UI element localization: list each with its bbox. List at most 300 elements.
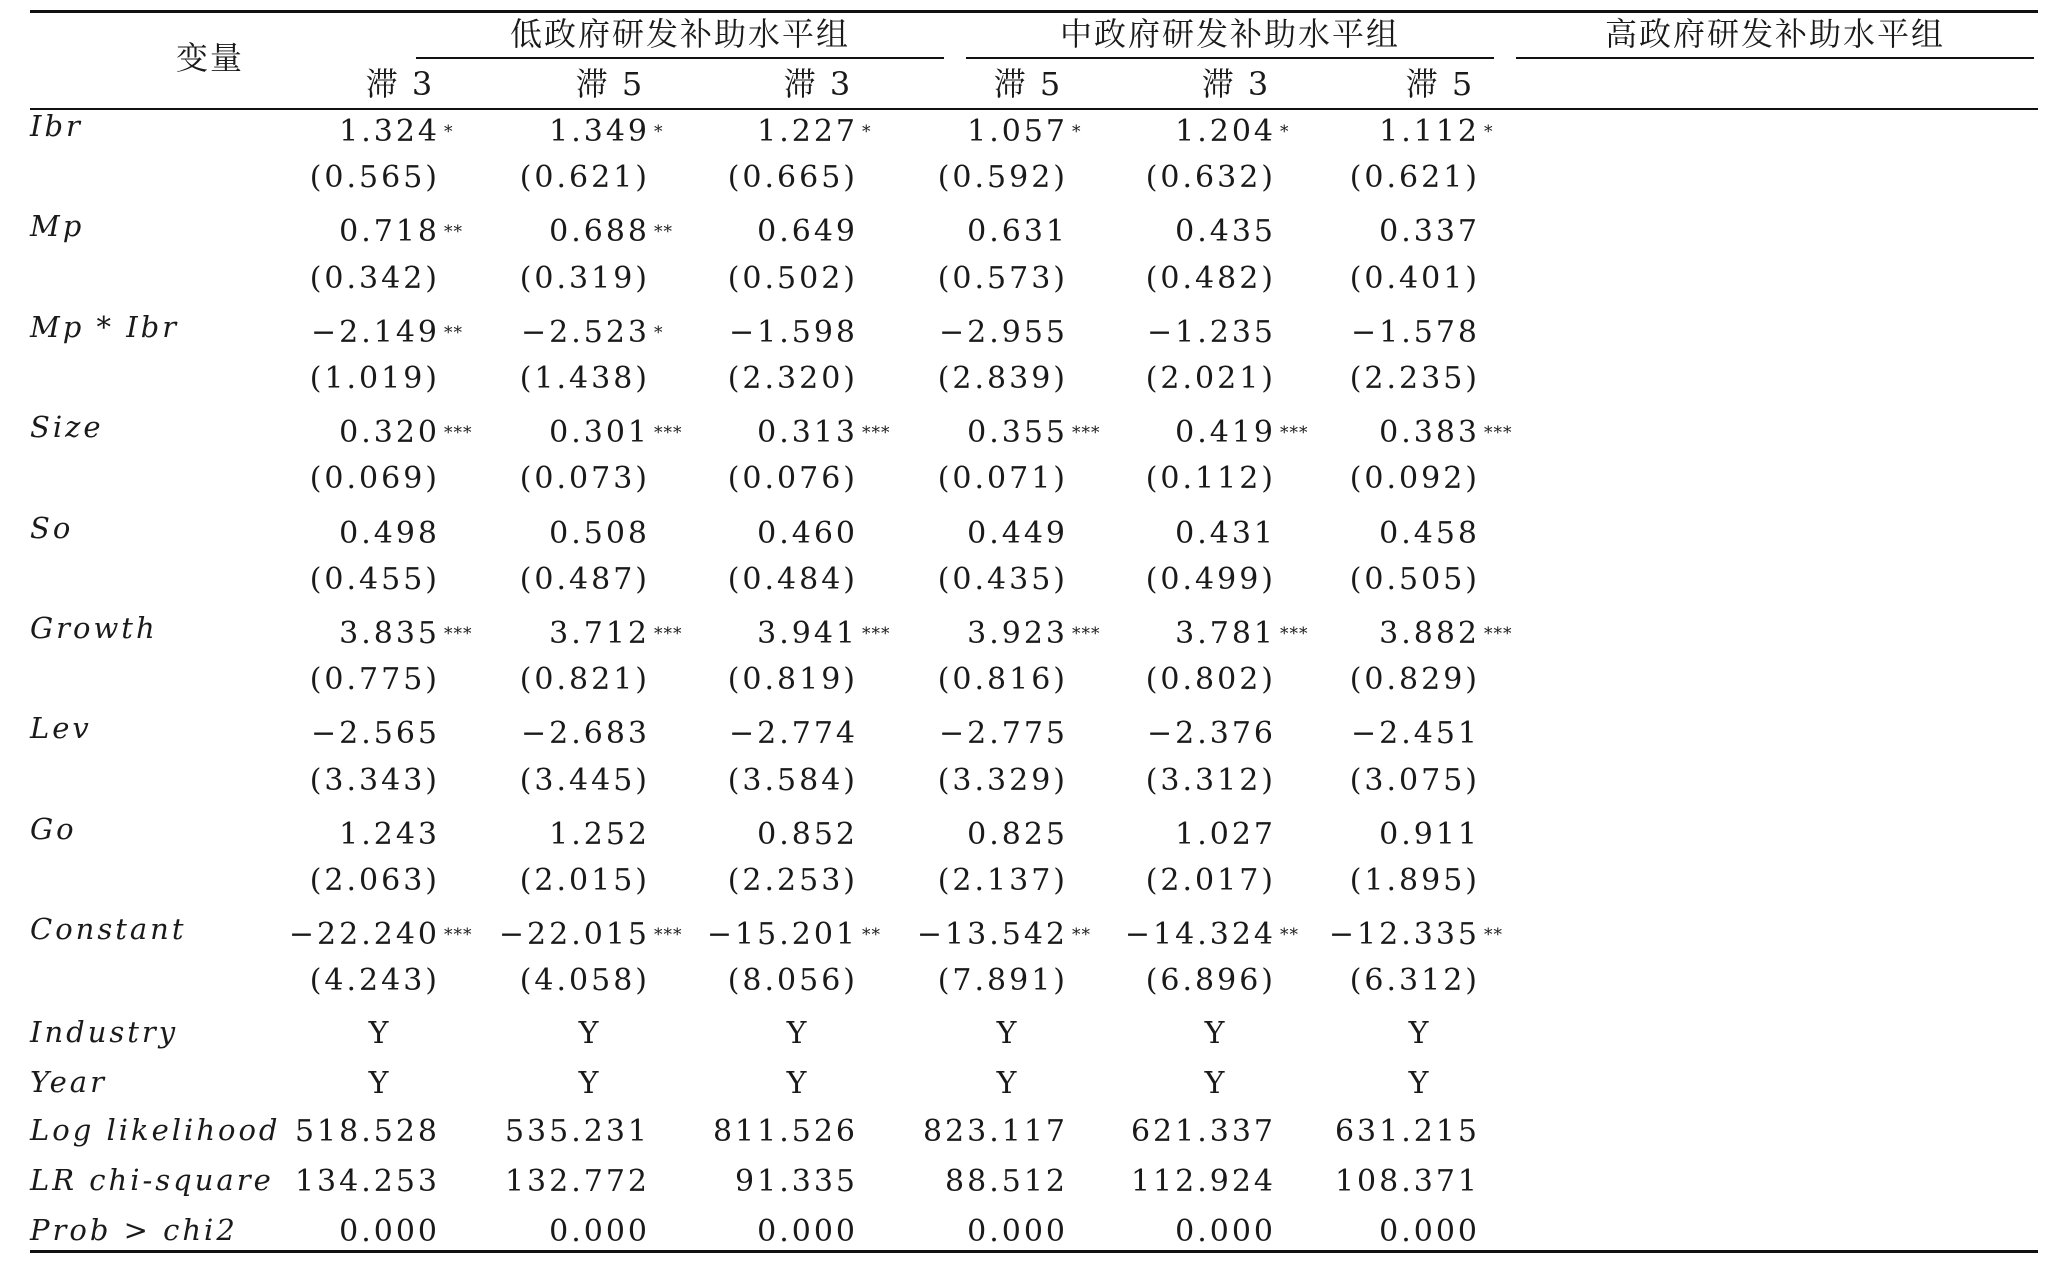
cell-value: 0.649 xyxy=(757,214,858,250)
statistic-cell xyxy=(868,1212,1068,1252)
cell-value: 0.718 xyxy=(339,214,440,250)
cell-value: (0.499) xyxy=(1145,561,1276,597)
cell-value: 1.324 xyxy=(339,114,440,149)
std-error-cell xyxy=(868,259,1068,299)
significance-stars: *** xyxy=(444,925,473,946)
column-subheader: 滞 5 xyxy=(993,65,1063,103)
cell-value: (0.482) xyxy=(1145,260,1276,296)
control-indicator: Y xyxy=(996,1065,1020,1101)
std-error-cell xyxy=(1280,961,1480,1001)
cell-value: 1.349 xyxy=(549,114,650,149)
cell-value: 1.252 xyxy=(549,816,650,852)
significance-stars: * xyxy=(654,322,664,343)
column-header-variable: 变量 xyxy=(175,39,244,77)
cell-value: (0.775) xyxy=(309,662,440,698)
cell-value: (0.621) xyxy=(1349,160,1480,196)
coefficient-cell xyxy=(658,313,858,353)
significance-stars: * xyxy=(1484,122,1494,142)
std-error-cell xyxy=(868,861,1068,901)
cell-value: (0.073) xyxy=(519,461,650,497)
coefficient-cell xyxy=(1280,815,1480,855)
column-group-header: 中政府研发补助水平组 xyxy=(1059,15,1400,53)
significance-stars: *** xyxy=(1280,624,1309,644)
cell-value: 0.419 xyxy=(1175,415,1276,451)
cell-value: (3.312) xyxy=(1145,762,1276,798)
cell-value: 0.688 xyxy=(549,214,650,250)
std-error-cell xyxy=(450,560,650,600)
statistic-cell xyxy=(1280,1212,1480,1252)
cell-value: 0.460 xyxy=(757,515,858,551)
cell-value: (0.342) xyxy=(309,260,440,296)
significance-stars: * xyxy=(1280,122,1290,142)
cell-value: 0.337 xyxy=(1379,214,1480,250)
statistic-cell xyxy=(450,1162,650,1202)
std-error-cell xyxy=(240,861,440,901)
coefficient-cell xyxy=(450,413,683,453)
significance-stars: ** xyxy=(444,222,463,243)
cell-value: 535.231 xyxy=(504,1114,650,1149)
cell-value: −2.565 xyxy=(310,716,440,752)
cell-value: (6.312) xyxy=(1349,963,1480,999)
significance-stars: *** xyxy=(444,423,473,444)
cell-value: (2.320) xyxy=(727,361,858,396)
column-subheader: 滞 3 xyxy=(1201,65,1271,103)
statistic-cell xyxy=(450,1212,650,1252)
significance-stars: *** xyxy=(862,624,891,644)
cell-value: 823.117 xyxy=(922,1114,1068,1149)
control-indicator: Y xyxy=(1408,1015,1432,1051)
statistic-name: Log likelihood xyxy=(30,1113,281,1147)
significance-stars: * xyxy=(654,122,664,142)
column-subheader: 滞 5 xyxy=(1405,65,1475,103)
std-error-cell xyxy=(1280,861,1480,901)
cell-value: −13.542 xyxy=(916,917,1068,953)
significance-stars: *** xyxy=(654,624,683,644)
std-error-cell xyxy=(1076,158,1276,198)
cell-value: −22.240 xyxy=(288,917,440,953)
cell-value: (2.253) xyxy=(727,863,858,898)
cell-value: 132.772 xyxy=(504,1164,650,1200)
cell-value: 0.383 xyxy=(1379,415,1480,451)
coefficient-cell xyxy=(1076,915,1299,955)
cell-value: (2.021) xyxy=(1145,361,1276,396)
std-error-cell xyxy=(240,660,440,700)
cell-value: (0.565) xyxy=(309,160,440,196)
std-error-cell xyxy=(1076,359,1276,399)
std-error-cell xyxy=(658,861,858,901)
std-error-cell xyxy=(1280,259,1480,299)
cell-value: 0.498 xyxy=(339,515,440,551)
std-error-cell xyxy=(1280,359,1480,399)
group-underline xyxy=(966,57,1494,59)
significance-stars: * xyxy=(862,122,872,142)
cell-value: (1.895) xyxy=(1349,863,1480,898)
cell-value: (7.891) xyxy=(937,963,1068,999)
coefficient-cell xyxy=(450,313,664,353)
group-underline xyxy=(416,57,944,59)
cell-value: (0.319) xyxy=(519,260,650,296)
cell-value: 0.911 xyxy=(1379,816,1480,852)
statistic-cell xyxy=(240,1112,440,1152)
control-indicator: Y xyxy=(368,1015,392,1051)
significance-stars: ** xyxy=(444,322,463,343)
std-error-cell xyxy=(1280,560,1480,600)
cell-value: 0.435 xyxy=(1175,214,1276,250)
cell-value: (0.401) xyxy=(1349,260,1480,296)
cell-value: 0.320 xyxy=(339,415,440,451)
coefficient-cell xyxy=(240,413,473,453)
std-error-cell xyxy=(1280,459,1480,499)
cell-value: 3.923 xyxy=(967,616,1068,651)
std-error-cell xyxy=(658,158,858,198)
cell-value: (2.063) xyxy=(309,863,440,898)
cell-value: (0.502) xyxy=(727,260,858,296)
column-group-header: 低政府研发补助水平组 xyxy=(509,15,850,53)
coefficient-cell xyxy=(868,413,1101,453)
control-indicator: Y xyxy=(996,1015,1020,1051)
cell-value: 112.924 xyxy=(1130,1164,1276,1200)
column-subheader: 滞 3 xyxy=(783,65,853,103)
coefficient-cell xyxy=(658,212,858,252)
coefficient-cell xyxy=(240,313,463,353)
coefficient-cell xyxy=(1280,413,1513,453)
coefficient-cell xyxy=(1076,614,1309,654)
cell-value: 811.526 xyxy=(712,1114,858,1149)
variable-name: Mp xyxy=(30,209,85,244)
cell-value: −2.774 xyxy=(728,716,858,752)
std-error-cell xyxy=(1076,761,1276,801)
std-error-cell xyxy=(868,761,1068,801)
coefficient-cell xyxy=(1076,112,1290,152)
significance-stars: ** xyxy=(862,925,881,946)
variable-name: Go xyxy=(30,811,77,846)
cell-value: (0.592) xyxy=(937,160,1068,196)
std-error-cell xyxy=(240,560,440,600)
cell-value: 0.000 xyxy=(549,1214,650,1250)
cell-value: −22.015 xyxy=(498,917,650,953)
statistic-cell xyxy=(1280,1112,1480,1152)
std-error-cell xyxy=(450,259,650,299)
std-error-cell xyxy=(1076,560,1276,600)
cell-value: (0.819) xyxy=(727,662,858,698)
cell-value: 1.204 xyxy=(1175,114,1276,149)
coefficient-cell xyxy=(1280,112,1494,152)
control-indicator: Y xyxy=(578,1015,602,1051)
statistic-cell xyxy=(868,1162,1068,1202)
cell-value: (1.019) xyxy=(309,361,440,396)
std-error-cell xyxy=(240,359,440,399)
cell-value: −2.683 xyxy=(520,716,650,752)
std-error-cell xyxy=(1280,660,1480,700)
control-name: Year xyxy=(30,1064,107,1099)
coefficient-cell xyxy=(658,815,858,855)
cell-value: 3.835 xyxy=(339,616,440,651)
cell-value: −2.523 xyxy=(520,314,650,350)
coefficient-cell xyxy=(240,815,440,855)
cell-value: (2.137) xyxy=(937,863,1068,898)
coefficient-cell xyxy=(658,413,891,453)
significance-stars: *** xyxy=(1072,423,1101,444)
std-error-cell xyxy=(868,158,1068,198)
statistic-cell xyxy=(450,1112,650,1152)
coefficient-cell xyxy=(1280,212,1480,252)
std-error-cell xyxy=(1076,861,1276,901)
cell-value: (8.056) xyxy=(727,963,858,999)
cell-value: (0.829) xyxy=(1349,662,1480,698)
significance-stars: ** xyxy=(1484,925,1503,946)
cell-value: 108.371 xyxy=(1334,1164,1480,1200)
statistic-cell xyxy=(658,1162,858,1202)
significance-stars: ** xyxy=(1072,925,1091,946)
variable-name: So xyxy=(30,510,74,545)
cell-value: (0.435) xyxy=(937,561,1068,597)
coefficient-cell xyxy=(1076,413,1309,453)
cell-value: −2.149 xyxy=(310,314,440,350)
cell-value: (2.015) xyxy=(519,863,650,898)
cell-value: (0.816) xyxy=(937,662,1068,698)
significance-stars: *** xyxy=(1072,624,1101,644)
variable-name: Constant xyxy=(30,912,187,947)
coefficient-cell xyxy=(240,714,440,754)
std-error-cell xyxy=(1076,259,1276,299)
statistic-cell xyxy=(1076,1212,1276,1252)
coefficient-cell xyxy=(450,915,683,955)
std-error-cell xyxy=(868,359,1068,399)
cell-value: (0.112) xyxy=(1145,461,1276,497)
coefficient-cell xyxy=(868,614,1101,654)
cell-value: 0.355 xyxy=(967,415,1068,451)
std-error-cell xyxy=(1076,459,1276,499)
statistic-cell xyxy=(1076,1112,1276,1152)
std-error-cell xyxy=(1280,158,1480,198)
variable-name: Growth xyxy=(30,611,158,645)
std-error-cell xyxy=(450,961,650,1001)
coefficient-cell xyxy=(1076,313,1276,353)
column-group-header: 高政府研发补助水平组 xyxy=(1604,15,1945,53)
std-error-cell xyxy=(658,961,858,1001)
control-indicator: Y xyxy=(786,1065,810,1101)
coefficient-cell xyxy=(1076,815,1276,855)
cell-value: 0.000 xyxy=(757,1214,858,1250)
std-error-cell xyxy=(240,761,440,801)
significance-stars: * xyxy=(444,122,454,142)
std-error-cell xyxy=(240,158,440,198)
cell-value: 621.337 xyxy=(1130,1114,1276,1149)
coefficient-cell xyxy=(658,915,881,955)
cell-value: 0.000 xyxy=(339,1214,440,1250)
coefficient-cell xyxy=(658,112,872,152)
control-indicator: Y xyxy=(786,1015,810,1051)
coefficient-cell xyxy=(1280,714,1480,754)
coefficient-cell xyxy=(1280,614,1513,654)
cell-value: (0.821) xyxy=(519,662,650,698)
cell-value: 518.528 xyxy=(294,1114,440,1149)
statistic-cell xyxy=(658,1212,858,1252)
cell-value: (1.438) xyxy=(519,361,650,396)
coefficient-cell xyxy=(450,815,650,855)
cell-value: 3.941 xyxy=(757,616,858,651)
coefficient-cell xyxy=(868,514,1068,554)
coefficient-cell xyxy=(868,212,1068,252)
std-error-cell xyxy=(450,459,650,499)
cell-value: (6.896) xyxy=(1145,963,1276,999)
cell-value: −2.775 xyxy=(938,716,1068,752)
coefficient-cell xyxy=(868,112,1082,152)
cell-value: 0.000 xyxy=(1175,1214,1276,1250)
cell-value: −15.201 xyxy=(706,917,858,953)
table-top-rule xyxy=(30,10,2038,13)
significance-stars: * xyxy=(1072,122,1082,142)
coefficient-cell xyxy=(658,514,858,554)
coefficient-cell xyxy=(1076,212,1276,252)
std-error-cell xyxy=(240,459,440,499)
cell-value: (0.071) xyxy=(937,461,1068,497)
std-error-cell xyxy=(240,961,440,1001)
std-error-cell xyxy=(658,761,858,801)
cell-value: (2.235) xyxy=(1349,361,1480,396)
cell-value: (3.445) xyxy=(519,762,650,798)
cell-value: 1.057 xyxy=(967,114,1068,149)
coefficient-cell xyxy=(1280,915,1503,955)
cell-value: (0.487) xyxy=(519,561,650,597)
cell-value: (4.058) xyxy=(519,963,650,999)
coefficient-cell xyxy=(658,614,891,654)
control-indicator: Y xyxy=(578,1065,602,1101)
coefficient-cell xyxy=(868,714,1068,754)
cell-value: (3.329) xyxy=(937,762,1068,798)
cell-value: (4.243) xyxy=(309,963,440,999)
cell-value: 0.000 xyxy=(967,1214,1068,1250)
cell-value: 0.825 xyxy=(967,816,1068,852)
coefficient-cell xyxy=(868,915,1091,955)
cell-value: 631.215 xyxy=(1334,1114,1480,1149)
statistic-cell xyxy=(240,1212,440,1252)
std-error-cell xyxy=(658,359,858,399)
cell-value: 0.852 xyxy=(757,816,858,852)
std-error-cell xyxy=(450,158,650,198)
cell-value: (0.092) xyxy=(1349,461,1480,497)
std-error-cell xyxy=(1076,961,1276,1001)
cell-value: (0.076) xyxy=(727,461,858,497)
coefficient-cell xyxy=(1076,514,1276,554)
significance-stars: ** xyxy=(654,222,673,243)
std-error-cell xyxy=(868,961,1068,1001)
coefficient-cell xyxy=(240,112,454,152)
cell-value: −2.451 xyxy=(1350,716,1480,752)
cell-value: (0.573) xyxy=(937,260,1068,296)
cell-value: 91.335 xyxy=(735,1164,858,1200)
cell-value: 134.253 xyxy=(294,1164,440,1200)
statistic-cell xyxy=(658,1112,858,1152)
coefficient-cell xyxy=(658,714,858,754)
coefficient-cell xyxy=(868,313,1068,353)
std-error-cell xyxy=(450,761,650,801)
statistic-cell xyxy=(240,1162,440,1202)
cell-value: (0.802) xyxy=(1145,662,1276,698)
cell-value: 0.508 xyxy=(549,515,650,551)
control-indicator: Y xyxy=(1204,1065,1228,1101)
std-error-cell xyxy=(658,560,858,600)
cell-value: (0.632) xyxy=(1145,160,1276,196)
variable-name: Mp * Ibr xyxy=(30,309,180,344)
cell-value: (0.665) xyxy=(727,160,858,196)
group-underline xyxy=(1516,57,2034,59)
std-error-cell xyxy=(658,259,858,299)
significance-stars: *** xyxy=(654,423,683,444)
cell-value: 0.431 xyxy=(1175,515,1276,551)
control-name: Industry xyxy=(30,1014,179,1049)
std-error-cell xyxy=(868,459,1068,499)
control-indicator: Y xyxy=(1408,1065,1432,1101)
cell-value: 3.882 xyxy=(1379,616,1480,651)
cell-value: −2.955 xyxy=(938,314,1068,350)
cell-value: 0.000 xyxy=(1379,1214,1480,1250)
cell-value: (2.839) xyxy=(937,361,1068,396)
cell-value: 3.781 xyxy=(1175,616,1276,651)
variable-name: Ibr xyxy=(30,109,83,143)
cell-value: 1.112 xyxy=(1379,114,1480,149)
std-error-cell xyxy=(658,459,858,499)
cell-value: (0.455) xyxy=(309,561,440,597)
significance-stars: *** xyxy=(1484,423,1513,444)
cell-value: 1.227 xyxy=(757,114,858,149)
std-error-cell xyxy=(450,861,650,901)
statistic-cell xyxy=(868,1112,1068,1152)
coefficient-cell xyxy=(1280,313,1480,353)
cell-value: −2.376 xyxy=(1146,716,1276,752)
coefficient-cell xyxy=(450,212,673,252)
regression-table xyxy=(30,6,2038,1258)
significance-stars: *** xyxy=(862,423,891,444)
significance-stars: *** xyxy=(654,925,683,946)
significance-stars: *** xyxy=(444,624,473,644)
cell-value: −1.235 xyxy=(1146,314,1276,350)
statistic-name: Prob > chi2 xyxy=(30,1213,238,1248)
variable-name: Lev xyxy=(30,711,92,746)
cell-value: 1.027 xyxy=(1175,816,1276,852)
cell-value: (0.621) xyxy=(519,160,650,196)
coefficient-cell xyxy=(450,714,650,754)
std-error-cell xyxy=(658,660,858,700)
std-error-cell xyxy=(1280,761,1480,801)
header-bottom-rule xyxy=(30,108,2038,110)
std-error-cell xyxy=(1076,660,1276,700)
coefficient-cell xyxy=(450,614,683,654)
coefficient-cell xyxy=(240,514,440,554)
column-subheader: 滞 3 xyxy=(365,65,435,103)
std-error-cell xyxy=(868,560,1068,600)
statistic-cell xyxy=(1280,1162,1480,1202)
std-error-cell xyxy=(450,359,650,399)
cell-value: −12.335 xyxy=(1328,917,1480,953)
cell-value: (3.343) xyxy=(309,762,440,798)
control-indicator: Y xyxy=(368,1065,392,1101)
cell-value: −14.324 xyxy=(1124,917,1276,953)
cell-value: −1.598 xyxy=(728,314,858,350)
statistic-cell xyxy=(1076,1162,1276,1202)
cell-value: (0.484) xyxy=(727,561,858,597)
cell-value: 0.458 xyxy=(1379,515,1480,551)
significance-stars: *** xyxy=(1280,423,1309,444)
cell-value: 0.449 xyxy=(967,515,1068,551)
coefficient-cell xyxy=(240,212,463,252)
std-error-cell xyxy=(450,660,650,700)
cell-value: (2.017) xyxy=(1145,863,1276,898)
cell-value: (0.505) xyxy=(1349,561,1480,597)
significance-stars: ** xyxy=(1280,925,1299,946)
cell-value: 0.301 xyxy=(549,415,650,451)
cell-value: 88.512 xyxy=(945,1164,1068,1200)
